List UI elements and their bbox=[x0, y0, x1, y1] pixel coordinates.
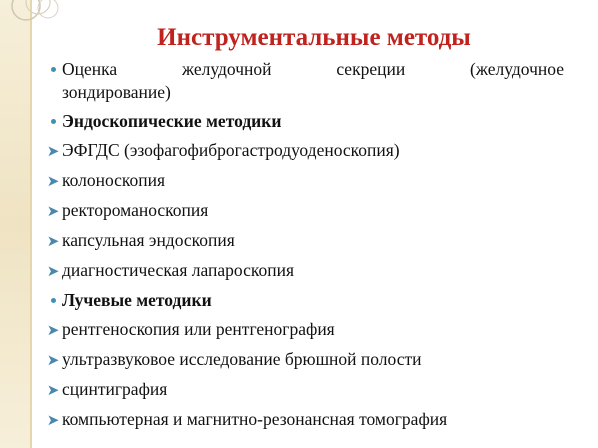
word: секреции bbox=[336, 59, 406, 79]
list-item-laparoscopy bbox=[44, 259, 564, 283]
list-item-efgds bbox=[44, 139, 564, 163]
section-header-endoscopic bbox=[44, 110, 564, 133]
chevron-right-icon: ➤ bbox=[46, 321, 60, 339]
list-item-ultrasound bbox=[44, 348, 564, 372]
item-text: сцинтиграфия bbox=[62, 379, 168, 399]
item-text: диагностическая лапароскопия bbox=[62, 260, 294, 280]
decorative-band-edge bbox=[30, 0, 32, 448]
section-header-radiation bbox=[44, 289, 564, 312]
word: Оценка bbox=[62, 59, 118, 79]
chevron-right-icon: ➤ bbox=[46, 381, 60, 399]
bullet-dot-icon bbox=[51, 119, 56, 124]
word: желудочной bbox=[181, 59, 272, 79]
bullet-dot-icon bbox=[51, 67, 56, 72]
section-header-text: Эндоскопические методики bbox=[62, 111, 282, 131]
method-list bbox=[44, 58, 564, 432]
decorative-side-band bbox=[0, 0, 30, 448]
item-text: колоноскопия bbox=[62, 170, 166, 190]
chevron-right-icon: ➤ bbox=[46, 202, 60, 220]
item-text: ультразвуковое исследование брюшной полости bbox=[62, 349, 422, 369]
item-text-continuation: зондирование) bbox=[62, 82, 171, 102]
item-text: ректороманоскопия bbox=[62, 200, 209, 220]
list-item-tomography bbox=[44, 408, 564, 432]
chevron-right-icon: ➤ bbox=[46, 232, 60, 250]
justified-line bbox=[62, 58, 564, 81]
slide-title: Инструментальные методы bbox=[157, 24, 471, 51]
list-item-radiography bbox=[44, 318, 564, 342]
chevron-right-icon: ➤ bbox=[46, 262, 60, 280]
item-text: ЭФГДС (эзофагофиброгастродуоденоскопия) bbox=[62, 140, 400, 160]
item-text: рентгеноскопия или рентгенография bbox=[62, 319, 335, 339]
list-item-colonoscopy bbox=[44, 169, 564, 193]
word: (желудочное bbox=[470, 59, 564, 79]
list-item-capsule-endoscopy bbox=[44, 229, 564, 253]
bullet-dot-icon bbox=[51, 298, 56, 303]
chevron-right-icon: ➤ bbox=[46, 172, 60, 190]
list-item-gastric-secretion bbox=[44, 58, 564, 104]
list-item-scintigraphy bbox=[44, 378, 564, 402]
item-text: капсульная эндоскопия bbox=[62, 230, 235, 250]
section-header-text: Лучевые методики bbox=[62, 290, 212, 310]
item-text: компьютерная и магнитно-резонансная томография bbox=[62, 409, 448, 429]
chevron-right-icon: ➤ bbox=[46, 411, 60, 429]
chevron-right-icon: ➤ bbox=[46, 142, 60, 160]
list-item-rectoromanoscopy bbox=[44, 199, 564, 223]
chevron-right-icon: ➤ bbox=[46, 351, 60, 369]
